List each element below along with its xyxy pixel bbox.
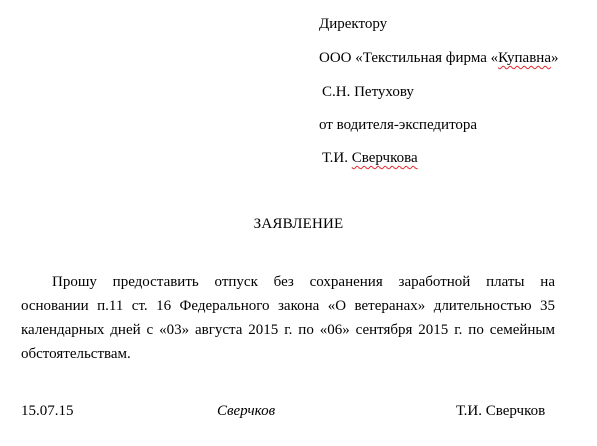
body-line-4: обстоятельствам.: [21, 346, 131, 362]
company-name: Купавна: [498, 50, 551, 66]
sender-name: [322, 149, 418, 167]
signature: Сверчков: [217, 403, 276, 419]
sender-surname: Сверчкова: [351, 150, 418, 166]
body-line-2: основании п.11 ст. 16 Федерального закона «О ветеранах» длительностью 35: [21, 298, 555, 314]
document-title: ЗАЯВЛЕНИЕ: [253, 216, 344, 232]
body-line-1: Прошу предоставить отпуск без сохранения заработной платы на: [52, 274, 555, 290]
addressee-name: С.Н. Петухову: [322, 84, 414, 100]
sender-initials: Т.И.: [322, 150, 352, 166]
company-suffix: »: [550, 50, 559, 66]
statement-date: 15.07.15: [21, 403, 74, 419]
company-prefix: ООО «Текстильная фирма «: [319, 50, 499, 66]
body-line-3: календарных дней с «03» августа 2015 г. по «06» сентября 2015 г. по семейным: [21, 322, 555, 338]
signer-name: Т.И. Сверчков: [456, 403, 546, 419]
company-line: [319, 49, 558, 67]
addressee-title: Директору: [319, 16, 388, 32]
statement-body: [21, 270, 555, 366]
sender-title: от водителя-экспедитора: [319, 117, 478, 133]
